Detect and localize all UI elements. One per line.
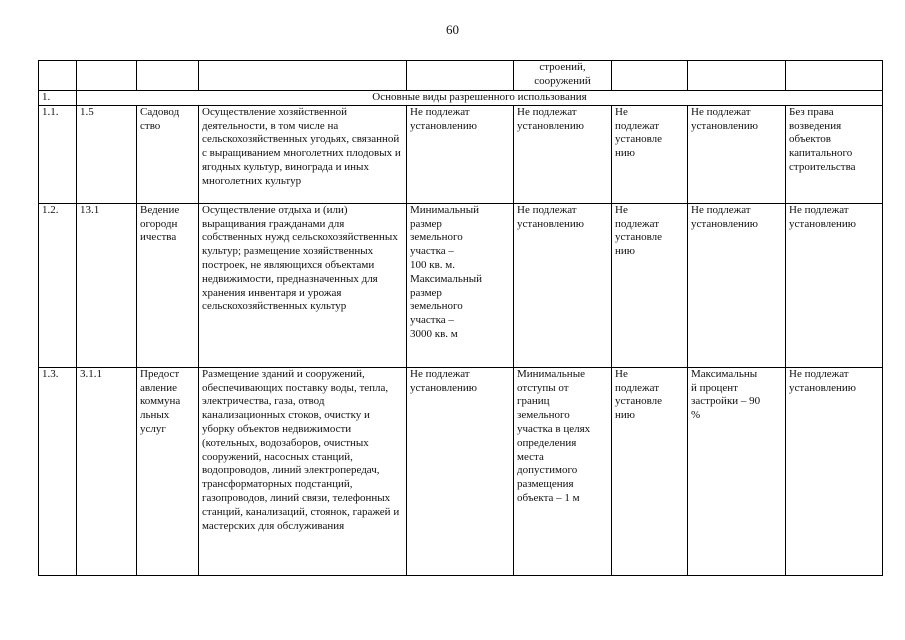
table-row (39, 203, 883, 367)
section-title: Основные виды разрешенного использования (77, 91, 883, 106)
row-description: Осуществление хозяйственной деятельности, в том числе на сельскохозяйственных угодьях, связанной с выращиванием многолетних плодовых и ягодных культур, винограда и иных многолетних культур (199, 105, 407, 203)
cont-cell (688, 61, 786, 91)
row-param-other: Не подлежат установлению (786, 203, 883, 367)
row-param-coverage: Максимальны й процент застройки – 90 % (688, 367, 786, 575)
row-number: 1.3. (39, 367, 77, 575)
cont-cell (137, 61, 199, 91)
row-param-height: Не подлежат установле нию (612, 105, 688, 203)
row-number: 1.2. (39, 203, 77, 367)
row-param-height: Не подлежат установле нию (612, 367, 688, 575)
page-number: 60 (446, 22, 459, 37)
row-param-height: Не подлежат установле нию (612, 203, 688, 367)
row-name: Предост авление коммуна льных услуг (137, 367, 199, 575)
row-name: Садовод ство (137, 105, 199, 203)
table-row (39, 367, 883, 575)
cont-cell (199, 61, 407, 91)
land-use-table (38, 60, 883, 576)
cont-cell (39, 61, 77, 91)
cont-cell (612, 61, 688, 91)
row-name: Ведение огородн ичества (137, 203, 199, 367)
row-param-other: Без права возведения объектов капитального строительства (786, 105, 883, 203)
row-code: 3.1.1 (77, 367, 137, 575)
row-description: Осуществление отдыха и (или) выращивания гражданами для собственных нужд сельскохозяйственных культур; размещение хозяйственных построек, не являющихся объектами недвижимости, предназначенных для хранения инвентаря и урожая сельскохозяйственных культур (199, 203, 407, 367)
section-header-row (39, 91, 883, 106)
row-param-plot-size: Минимальный размер земельного участка – 100 кв. м. Максимальный размер земельного участка – 3000 кв. м (407, 203, 514, 367)
continuation-row (39, 61, 883, 91)
cont-cell (407, 61, 514, 91)
row-code: 1.5 (77, 105, 137, 203)
row-param-setbacks: Не подлежат установлению (514, 203, 612, 367)
row-description: Размещение зданий и сооружений, обеспечивающих поставку воды, тепла, электричества, газа, отвод канализационных стоков, очистку и уборку объектов недвижимости (котельных, водозаборов, очистных сооружений, насосных станций, водопроводов, линий электропередач, трансформаторных подстанций, газопроводов, линий связи, телефонных станций, канализаций, стоянок, гаражей и мастерских для обслуживания (199, 367, 407, 575)
row-param-setbacks: Не подлежат установлению (514, 105, 612, 203)
cont-cell (77, 61, 137, 91)
cont-cell: строений, сооружений (514, 61, 612, 91)
cont-cell (786, 61, 883, 91)
row-param-setbacks: Минимальные отступы от границ земельного участка в целях определения места допустимого размещения объекта – 1 м (514, 367, 612, 575)
table-row (39, 105, 883, 203)
row-param-other: Не подлежат установлению (786, 367, 883, 575)
row-param-plot-size: Не подлежат установлению (407, 367, 514, 575)
row-param-coverage: Не подлежат установлению (688, 105, 786, 203)
section-number: 1. (39, 91, 77, 106)
row-param-coverage: Не подлежат установлению (688, 203, 786, 367)
row-param-plot-size: Не подлежат установлению (407, 105, 514, 203)
row-number: 1.1. (39, 105, 77, 203)
row-code: 13.1 (77, 203, 137, 367)
